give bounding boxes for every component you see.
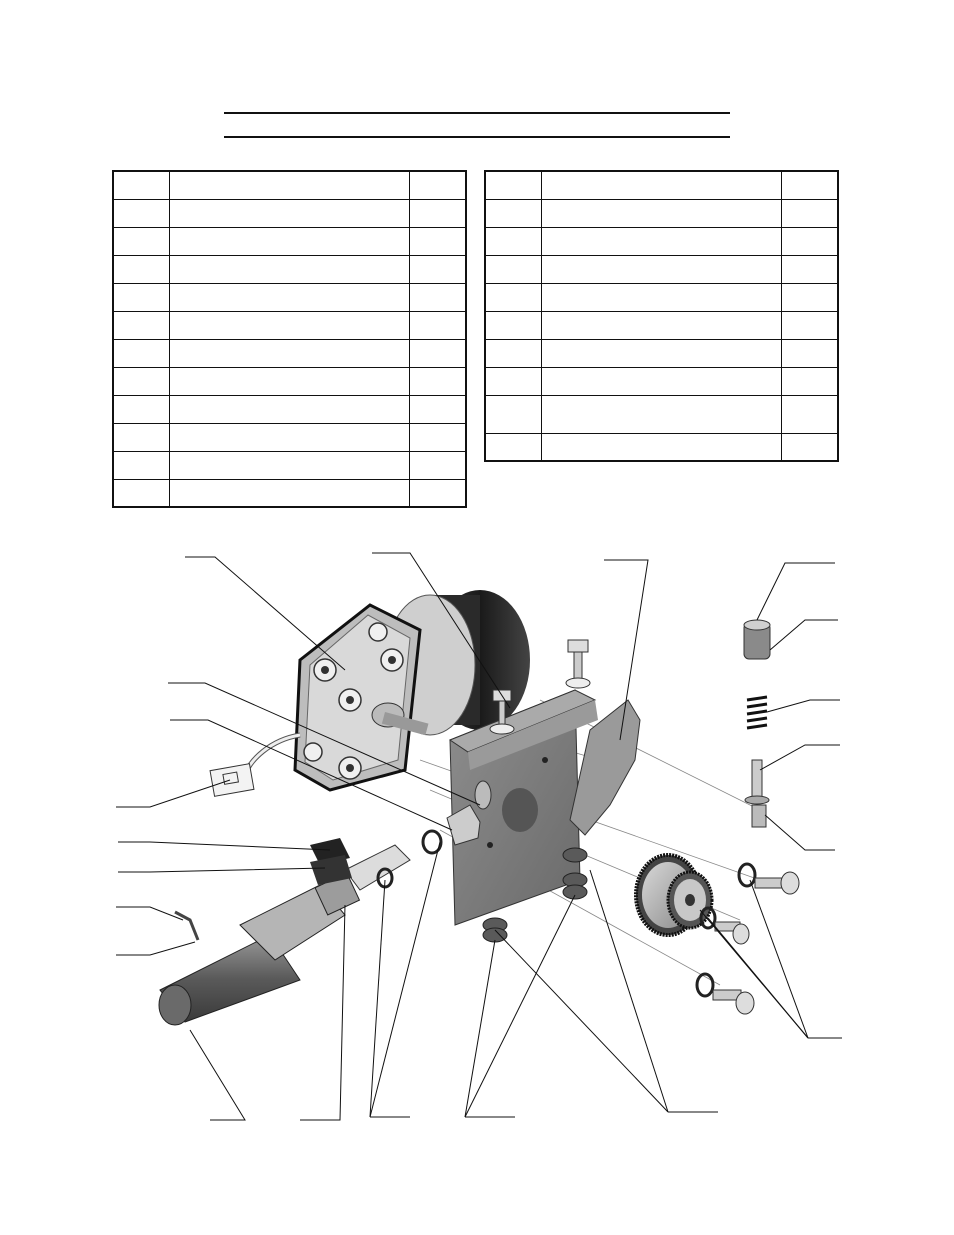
table-row [485,367,838,395]
qty-cell [782,395,839,433]
qty-cell [410,199,467,227]
table-row [113,395,466,423]
item-cell [113,395,170,423]
table-row [485,283,838,311]
description-cell [542,433,782,461]
description-cell [170,479,410,507]
qty-cell [410,227,467,255]
qty-cell [410,311,467,339]
title-rule-top [224,112,730,114]
item-cell [113,339,170,367]
table-row [485,255,838,283]
table-row [485,395,838,433]
title-rule-bottom [224,136,730,138]
description-cell [170,311,410,339]
description-cell [170,395,410,423]
exploded-view-diagram [0,540,954,1150]
description-cell [170,255,410,283]
header-qty-cell [410,171,467,199]
item-cell [113,199,170,227]
table-row [113,311,466,339]
table-row [113,199,466,227]
qty-cell [782,367,839,395]
description-cell [542,255,782,283]
item-cell [485,283,542,311]
item-cell [113,479,170,507]
qty-cell [782,255,839,283]
description-cell [170,423,410,451]
header-item-cell [113,171,170,199]
item-cell [113,283,170,311]
item-cell [485,199,542,227]
description-cell [542,339,782,367]
header-description-cell [170,171,410,199]
qty-cell [410,339,467,367]
item-cell [485,311,542,339]
table-row [113,255,466,283]
item-cell [113,227,170,255]
qty-cell [410,367,467,395]
table-row [485,339,838,367]
qty-cell [410,451,467,479]
table-header-row [113,171,466,199]
item-cell [113,255,170,283]
qty-cell [782,199,839,227]
description-cell [542,283,782,311]
description-cell [170,367,410,395]
parts-table-right [484,170,839,462]
description-cell [170,451,410,479]
description-cell [542,199,782,227]
qty-cell [782,339,839,367]
description-cell [542,311,782,339]
qty-cell [410,395,467,423]
item-cell [485,367,542,395]
table-row [113,479,466,507]
table-row [485,199,838,227]
description-cell [170,199,410,227]
item-cell [485,433,542,461]
qty-cell [782,283,839,311]
description-cell [170,339,410,367]
qty-cell [410,255,467,283]
header-item-cell [485,171,542,199]
table-row [113,423,466,451]
item-cell [485,395,542,433]
description-cell [542,395,782,433]
item-cell [485,339,542,367]
qty-cell [410,283,467,311]
qty-cell [782,433,839,461]
description-cell [542,227,782,255]
table-row [113,451,466,479]
description-cell [542,367,782,395]
item-cell [113,423,170,451]
side-screws [697,864,799,1014]
item-cell [113,451,170,479]
table-row [113,367,466,395]
table-header-row [485,171,838,199]
item-cell [485,255,542,283]
description-cell [170,283,410,311]
description-cell [170,227,410,255]
item-cell [113,311,170,339]
parts-table-left [112,170,467,508]
header-qty-cell [782,171,839,199]
header-description-cell [542,171,782,199]
qty-cell [410,423,467,451]
item-cell [485,227,542,255]
motor-cable [210,735,300,796]
gun-connector [159,838,410,1025]
qty-cell [782,227,839,255]
table-row [485,311,838,339]
item-cell [113,367,170,395]
table-row [485,433,838,461]
table-row [485,227,838,255]
tension-knob-assembly [744,620,770,827]
qty-cell [410,479,467,507]
table-row [113,283,466,311]
table-row [113,227,466,255]
qty-cell [782,311,839,339]
table-row [113,339,466,367]
